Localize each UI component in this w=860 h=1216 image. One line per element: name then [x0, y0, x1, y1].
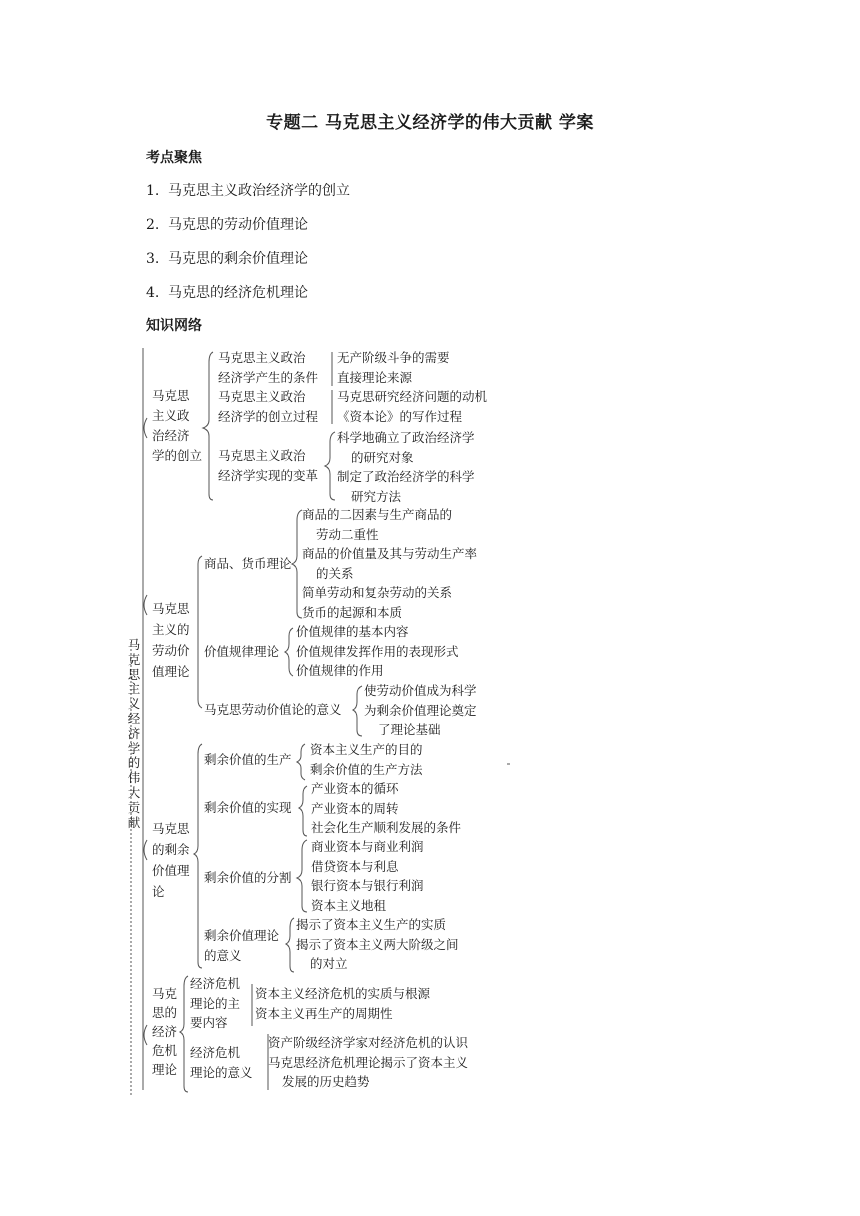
node-label: 剩余价值理论 的意义: [204, 928, 280, 963]
node-label: 剩余价值的实现: [204, 800, 292, 815]
focus-item: 1. 马克思主义政治经济学的创立: [146, 183, 350, 199]
node-label: 商品、货币理论: [204, 556, 292, 571]
node-label: 马克思主义政治 经济学产生的条件: [218, 350, 319, 385]
leaf-items: 资本主义生产的目的 剩余价值的生产方法: [310, 742, 423, 777]
node-label: 价值规律理论: [204, 644, 280, 659]
tree-root: 马 克 思 主 义 经 济 学 的 伟 大 贡 献: [127, 637, 141, 830]
node-label: 经济危机 理论的主 要内容: [190, 976, 241, 1030]
leaf-items: 价值规律的基本内容 价值规律发挥作用的表现形式 价值规律的作用: [296, 624, 459, 678]
leaf-items: 资产阶级经济学家对经济危机的认识 马克思经济危机理论揭示了资本主义 发展的历史趋势: [268, 1035, 469, 1089]
leaf-items: 揭示了资本主义生产的实质 揭示了资本主义两大阶级之间 的对立: [296, 917, 459, 971]
leaf-items: 商品的二因素与生产商品的 劳动二重性 商品的价值量及其与劳动生产率 的关系 简单劳动和复杂劳动的关系 货币的起源和本质: [302, 507, 478, 620]
branch-label-surplus-value: 马克思 的剩余 价值理 论: [152, 821, 190, 899]
node-label: 马克思主义政治 经济学的创立过程: [218, 389, 319, 424]
focus-item: 2. 马克思的劳动价值理论: [146, 217, 308, 233]
branch-label-founding: 马克思 主义政 治经济 学的创立: [152, 388, 203, 463]
leaf-items: 资本主义经济危机的实质与根源 资本主义再生产的周期性: [255, 986, 431, 1021]
network-heading: 知识网络: [146, 318, 202, 334]
node-label: 剩余价值的分割: [204, 870, 292, 885]
focus-heading: 考点聚焦: [146, 150, 202, 166]
leaf-items: 无产阶级斗争的需要 直接理论来源: [337, 350, 450, 385]
branch-label-labor-value: 马克思 主义的 劳动价 值理论: [152, 601, 190, 679]
branch-label-crisis: 马克 思的 经济 危机 理论: [152, 986, 178, 1077]
node-label: 经济危机 理论的意义: [190, 1045, 253, 1080]
focus-item: 3. 马克思的剩余价值理论: [146, 251, 308, 267]
node-label: 马克思劳动价值论的意义: [204, 702, 342, 717]
leaf-items: 产业资本的循环 产业资本的周转 社会化生产顺利发展的条件: [311, 781, 462, 835]
leaf-items: 马克思研究经济问题的动机 《资本论》的写作过程: [337, 389, 488, 424]
node-label: 马克思主义政治 经济学实现的变革: [218, 448, 319, 483]
focus-item: 4. 马克思的经济危机理论: [146, 285, 308, 301]
leaf-items: 科学地确立了政治经济学 的研究对象 制定了政治经济学的科学 研究方法: [337, 430, 475, 504]
leaf-items: 商业资本与商业利润 借贷资本与利息 银行资本与银行利润 资本主义地租: [311, 839, 424, 913]
leaf-items: 使劳动价值成为科学 为剩余价值理论奠定 了理论基础: [364, 683, 477, 737]
node-label: 剩余价值的生产: [204, 752, 292, 767]
page-title: 专题二 马克思主义经济学的伟大贡献 学案: [266, 113, 594, 133]
